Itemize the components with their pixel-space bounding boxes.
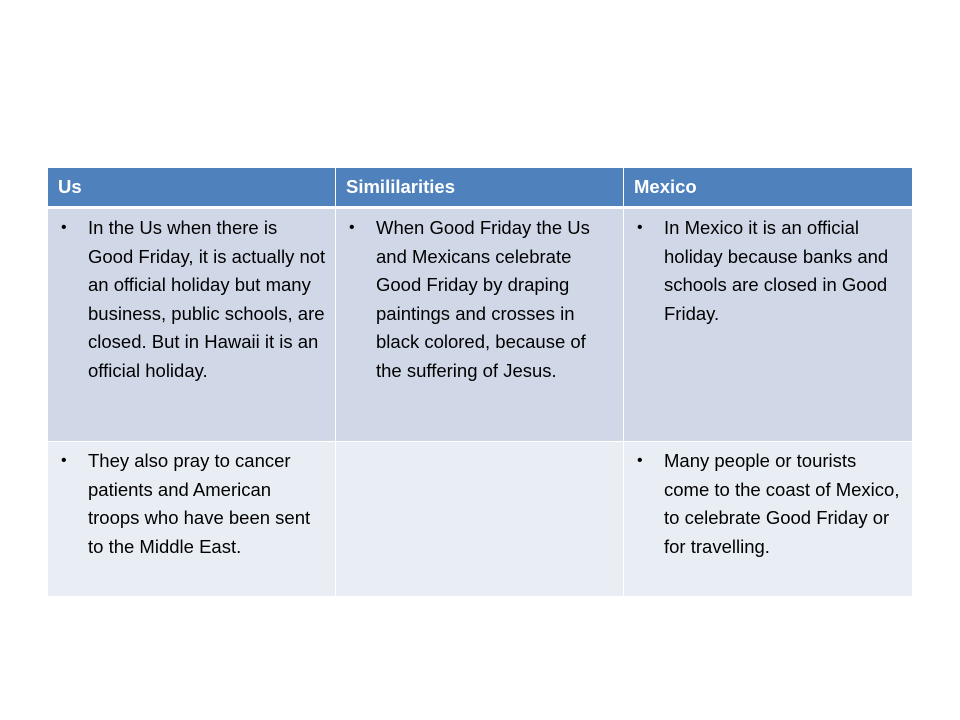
header-similarities: Simililarities bbox=[336, 168, 624, 208]
list-item bbox=[634, 447, 904, 561]
header-us: Us bbox=[48, 168, 336, 208]
cell-similarities-1 bbox=[336, 208, 624, 441]
table-header-row bbox=[48, 168, 912, 208]
list-item bbox=[346, 214, 615, 386]
bullet-list bbox=[58, 447, 327, 561]
bullet-list bbox=[634, 447, 904, 561]
cell-mexico-2 bbox=[624, 441, 912, 596]
bullet-dot-icon: • bbox=[349, 219, 355, 236]
cell-text: In the Us when there is Good Friday, it is actually not an official holiday but many business, public schools, are closed. But in Hawaii it is an official holiday. bbox=[88, 217, 326, 381]
cell-us-1 bbox=[48, 208, 336, 441]
comparison-table bbox=[48, 168, 912, 596]
cell-us-2 bbox=[48, 441, 336, 596]
cell-text: Many people or tourists come to the coast of Mexico, to celebrate Good Friday or for travelling. bbox=[664, 450, 900, 557]
header-mexico: Mexico bbox=[624, 168, 912, 208]
cell-mexico-1 bbox=[624, 208, 912, 441]
cell-similarities-2 bbox=[336, 441, 624, 596]
list-item bbox=[58, 447, 327, 561]
bullet-dot-icon: • bbox=[637, 452, 643, 469]
bullet-list bbox=[346, 214, 615, 386]
bullet-dot-icon: • bbox=[637, 219, 643, 236]
cell-text: When Good Friday the Us and Mexicans celebrate Good Friday by draping paintings and crosses in black colored, because of the suffering of Jesus. bbox=[376, 217, 590, 381]
list-item bbox=[58, 214, 327, 386]
table-row bbox=[48, 441, 912, 596]
cell-text: They also pray to cancer patients and American troops who have been sent to the Middle East. bbox=[88, 450, 311, 557]
bullet-dot-icon: • bbox=[61, 452, 67, 469]
bullet-list bbox=[58, 214, 327, 386]
bullet-list bbox=[634, 214, 904, 328]
cell-text: In Mexico it is an official holiday because banks and schools are closed in Good Friday. bbox=[664, 217, 889, 324]
bullet-dot-icon: • bbox=[61, 219, 67, 236]
table-row bbox=[48, 208, 912, 441]
list-item bbox=[634, 214, 904, 328]
